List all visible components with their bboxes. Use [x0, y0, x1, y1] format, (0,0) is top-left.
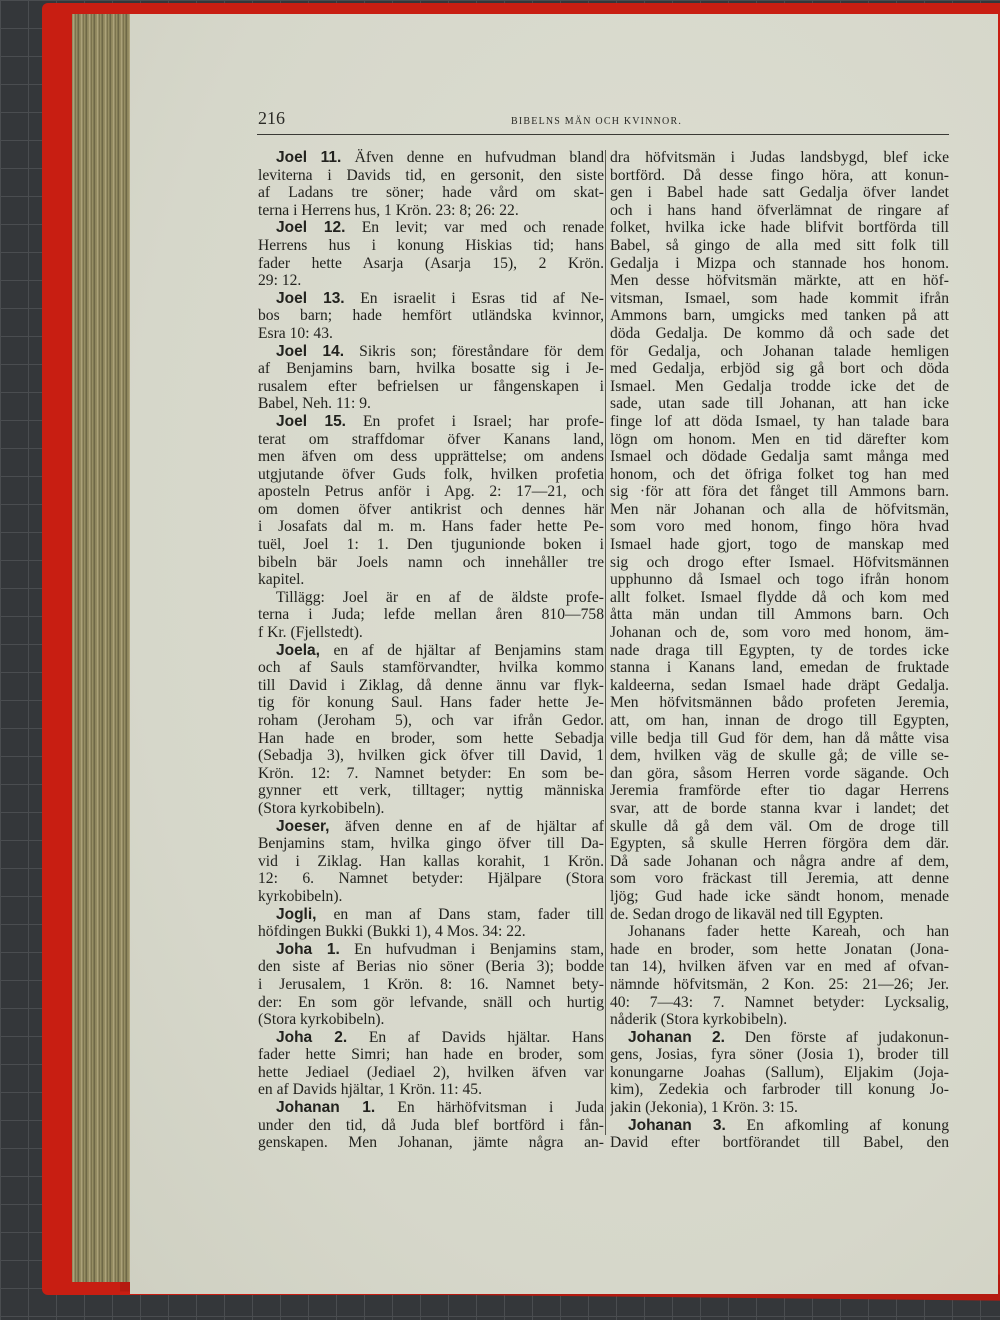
text-line	[610, 431, 949, 449]
line-text: (Stora kyrkobibeln).	[258, 799, 385, 817]
line-text: de. Sedan drogo de likaväl ned till Egypten.	[610, 905, 884, 923]
line-text: Herrens hus i konung Hiskias tid; hans	[258, 236, 604, 254]
text-line	[258, 255, 604, 273]
text-line	[610, 483, 949, 501]
line-text: äfven denne en af de hjältar af	[345, 817, 604, 835]
text-line	[610, 835, 949, 853]
line-text: leviterna i Davids tid, en gersonit, den siste	[258, 166, 604, 184]
text-line	[610, 554, 949, 572]
line-text: kyrkobibeln).	[258, 887, 343, 905]
line-text: sade, utan sade till Johanan, att han icke	[610, 395, 949, 413]
text-line	[610, 202, 949, 220]
text-line	[258, 818, 604, 836]
text-line	[610, 237, 949, 255]
line-text: Den förste af judakonun-	[744, 1028, 949, 1046]
entry-headword: Johanan 3.	[628, 1116, 726, 1134]
text-line	[258, 888, 604, 906]
entry-headword: Joel 11.	[276, 149, 342, 166]
text-line	[258, 343, 604, 361]
text-line	[258, 659, 604, 677]
line-text: dan göra, såsom Herren vorde sägande. Och	[610, 764, 949, 782]
text-line	[610, 606, 949, 624]
line-text: under den tid, då Juda blef bortförd i fån-	[258, 1116, 604, 1134]
text-line	[258, 870, 604, 888]
text-line	[610, 870, 949, 888]
entry-headword: Joela,	[276, 641, 320, 659]
text-line	[610, 677, 949, 695]
line-text: af Benjamins barn, hvilka bosatte sig i Je-	[258, 360, 604, 378]
text-line	[610, 800, 949, 818]
text-line	[610, 1081, 949, 1099]
text-line	[258, 765, 604, 783]
line-text: rusalem efter befrielsen ur fångenskapen i	[258, 377, 604, 395]
text-line	[258, 994, 604, 1012]
line-text: en man af Dans stam, fader till	[333, 905, 604, 923]
line-text: Tillägg: Joel är en af de äldste profe-	[276, 588, 604, 606]
line-text: Johanan och de, som voro med honom, äm-	[610, 624, 949, 642]
line-text: höfdingen Bukki (Bukki 1), 4 Mos. 34: 22.	[258, 923, 526, 941]
text-line	[610, 343, 949, 361]
line-text: stanna i Kanans land, emedan de fruktade	[610, 659, 949, 677]
line-text: tuël, Joel 1: 1. Den tjugunionde boken i	[258, 536, 604, 554]
text-line	[610, 818, 949, 836]
line-text: aposteln Petrus anför i Apg. 2: 17—21, och	[258, 483, 604, 501]
entry-jogli	[258, 906, 604, 941]
line-text: Men höfvitsmännen bådo profeten Jeremia,	[610, 694, 949, 712]
text-line	[258, 1117, 604, 1135]
line-text: vid i Ziklag. Han kallas korahit, 1 Krön.	[258, 852, 604, 870]
line-text: f Kr. (Fjellstedt).	[258, 624, 363, 642]
text-line	[258, 501, 604, 519]
text-line	[610, 325, 949, 343]
line-text: kapitel.	[258, 571, 305, 589]
line-text: (Stora kyrkobibeln).	[258, 1011, 385, 1029]
line-text: terat om straffdomar öfver Kanans land,	[258, 430, 604, 448]
line-text: i Josafats dal m. m. Hans fader hette Pe-	[258, 518, 604, 536]
text-line	[258, 518, 604, 536]
text-line	[610, 290, 949, 308]
text-line	[258, 694, 604, 712]
line-text: lögn om honom. Men en tid därefter kom	[610, 430, 949, 448]
entry-headword: Johanan 2.	[628, 1028, 725, 1046]
line-text: En israelit i Esras tid af Ne-	[360, 289, 604, 307]
line-text: af Ladans tre söner; hade vård om skat-	[258, 184, 604, 202]
text-line	[610, 1046, 949, 1064]
line-text: gynner ett verk, tilltager; nyttig människa	[258, 782, 604, 800]
entry-headword: Joel 12.	[276, 219, 346, 237]
line-text: En härhöfvitsman i Juda	[397, 1099, 604, 1117]
text-line	[258, 677, 604, 695]
line-text: nade draga till Egypten, ty de tordes icke	[610, 641, 949, 659]
line-text: och af Sauls stamförvandter, hvilka kommo	[258, 659, 604, 677]
text-line	[610, 571, 949, 589]
line-text: En profet i Israel; har profe-	[363, 412, 604, 430]
line-text: tig för konung Saul. Hans fader hette Je-	[258, 694, 604, 712]
line-text: (Sebadja 3), hvilken gick öfver till David, 1	[258, 747, 604, 765]
text-line	[258, 237, 604, 255]
text-line	[258, 853, 604, 871]
paragraph	[610, 149, 949, 923]
running-title: BIBELNS MÄN OCH KVINNOR.	[511, 116, 683, 127]
line-text: Men desse höfvitsmän märkte, att en höf-	[610, 272, 949, 290]
line-text: som voro fräckast till Jeremia, att denne	[610, 870, 949, 888]
entry-headword: Joeser,	[276, 817, 330, 835]
line-text: allt folket. Ismael flydde då och kom med	[610, 588, 949, 606]
text-column-right	[610, 149, 949, 1152]
text-line	[258, 958, 604, 976]
page-stack	[72, 14, 130, 1282]
line-text: Babel, Neh. 11: 9.	[258, 395, 371, 413]
text-line	[610, 694, 949, 712]
text-line	[258, 413, 604, 431]
line-text: jakin (Jekonia), 1 Krön. 3: 15.	[610, 1099, 798, 1117]
entry-joha-1	[258, 941, 604, 1029]
column-divider	[605, 150, 606, 1135]
line-text: den siste af Berias nio söner (Beria 3); bodde	[258, 958, 604, 976]
text-column-left	[258, 149, 604, 1152]
text-line	[258, 1011, 604, 1029]
line-text: En afkomling af konung	[746, 1116, 949, 1134]
line-text: der: En som gör lefvande, snäll och hurtig	[258, 993, 604, 1011]
line-text: ville bedja till Gud för dem, han då måtte visa	[610, 729, 949, 747]
entry-headword: Joha 2.	[276, 1028, 348, 1046]
line-text: för Gedalja, och Johanan talade hemligen	[610, 342, 949, 360]
line-text: finge lof att döda Ismael, ty han talade bara	[610, 412, 949, 430]
line-text: gens, Josias, fyra söner (Josia 1), broder till	[610, 1046, 949, 1064]
page-number: 216	[258, 108, 285, 128]
text-line	[610, 906, 949, 924]
text-line	[258, 589, 604, 607]
text-line	[610, 219, 949, 237]
text-line	[258, 149, 604, 167]
line-text: Äfven denne en hufvudman bland	[354, 149, 604, 166]
text-line	[258, 536, 604, 554]
text-line	[258, 835, 604, 853]
line-text: Egypten, så skulle Herren förgöra dem där.	[610, 835, 949, 853]
text-line	[610, 378, 949, 396]
entry-joel-15	[258, 413, 604, 589]
text-line	[610, 395, 949, 413]
text-line	[258, 483, 604, 501]
line-text: gen i Babel hade satt Gedalja öfver landet	[610, 184, 949, 202]
text-line	[610, 589, 949, 607]
line-text: med Gedalja, erbjöd sig gå bort och döda	[610, 360, 949, 378]
text-line	[610, 1134, 949, 1152]
line-text: Gedalja i Mizpa och stannade hos honom.	[610, 254, 949, 272]
line-text: hade en broder, som hette Jonatan (Jona-	[610, 940, 949, 958]
line-text: hette Jediael (Jediael 2), hvilken äfven var	[258, 1063, 604, 1081]
line-text: Jeremia framförde efter tio dagar Herrens	[610, 782, 949, 800]
line-text: Krön. 12: 7. Namnet betyder: En som be-	[258, 764, 604, 782]
line-text: roham (Jeroham 5), och var ifrån Gedor.	[258, 712, 604, 729]
entry-joel-11	[258, 149, 604, 219]
line-text: fader hette Simri; han hade en broder, som	[258, 1046, 604, 1064]
text-line	[610, 518, 949, 536]
text-line	[258, 624, 604, 642]
line-text: folket, hvilka icke hade blifvit bortförda till	[610, 219, 949, 237]
text-line	[258, 431, 604, 449]
entry-johanan-1	[258, 1099, 604, 1152]
line-text: nämnde höfvitsmän, 2 Kon. 25: 21—26; Jer.	[610, 975, 949, 993]
text-line	[610, 782, 949, 800]
line-text: bibeln bär Joels namn och innehåller tre	[258, 553, 604, 571]
line-text: David efter bortförandet till Babel, den	[610, 1134, 949, 1152]
entry-joel-12	[258, 219, 604, 289]
text-line	[610, 272, 949, 290]
text-line	[258, 1099, 604, 1117]
text-line	[258, 290, 604, 308]
line-text: en af Davids hjältar, 1 Krön. 11: 45.	[258, 1081, 482, 1099]
line-text: en af de hjältar af Benjamins stam	[333, 641, 604, 659]
line-text: konungarne Joahas (Sallum), Eljakim (Joja-	[610, 1063, 949, 1081]
line-text: 29: 12.	[258, 272, 302, 290]
line-text: genskapen. Men Johanan, jämte några an-	[258, 1134, 604, 1152]
text-line	[258, 782, 604, 800]
line-text: En af Davids hjältar. Hans	[368, 1028, 604, 1046]
text-line	[258, 395, 604, 413]
text-line	[258, 360, 604, 378]
line-text: Johanans fader hette Kareah, och han	[628, 923, 949, 941]
text-line	[610, 1011, 949, 1029]
text-line	[258, 272, 604, 290]
line-text: att, om han, innan de drogo till Egypten,	[610, 712, 949, 729]
text-line	[610, 466, 949, 484]
text-line	[258, 1029, 604, 1047]
text-line	[610, 712, 949, 730]
text-line	[610, 149, 949, 167]
text-line	[258, 378, 604, 396]
line-text: honom, och det öfriga folket tog han med	[610, 465, 949, 483]
text-line	[610, 747, 949, 765]
line-text: terna i Herrens hus, 1 Krön. 23: 8; 26: 22.	[258, 201, 519, 219]
line-text: upphunno då Ismael och togo ifrån honom	[610, 571, 949, 589]
line-text: 40: 7—43: 7. Namnet betyder: Lycksalig,	[610, 993, 949, 1011]
text-line	[258, 906, 604, 924]
line-text: döda Gedalja. De kommo då och sade det	[610, 324, 949, 342]
entry-headword: Johanan 1.	[276, 1099, 376, 1117]
line-text: som voro med honom, fingo höra hvad	[610, 518, 949, 536]
entry-headword: Joel 14.	[276, 342, 345, 360]
line-text: 12: 6. Namnet betyder: Hjälpare (Stora	[258, 870, 604, 888]
text-line	[258, 571, 604, 589]
line-text: Ismael. Men Gedalja trodde icke det de	[610, 377, 949, 395]
text-line	[610, 1029, 949, 1047]
text-line	[610, 307, 949, 325]
line-text: bortförd. Då desse fingo höra, att konun-	[610, 166, 949, 184]
entry-headword: Jogli,	[276, 905, 317, 923]
text-line	[258, 747, 604, 765]
text-line	[258, 923, 604, 941]
text-line	[258, 941, 604, 959]
text-line	[610, 994, 949, 1012]
text-line	[258, 1046, 604, 1064]
line-text: utgjutande öfver Guds folk, hvilken profetia	[258, 465, 604, 483]
line-text: men äfven om dess upprättelse; om andens	[258, 448, 604, 466]
entry-joha-2	[258, 1029, 604, 1099]
text-line	[258, 1134, 604, 1152]
line-text: sig och drogo efter Ismael. Höfvitsmännen	[610, 553, 949, 571]
line-text: ljög; Gud hade icke sändt honom, menade	[610, 887, 949, 905]
line-text: om domen öfver antikrist och dennes här	[258, 500, 604, 518]
line-text: Ismael och dödade Gedalja samt många med	[610, 448, 949, 466]
text-line	[258, 800, 604, 818]
text-line	[610, 853, 949, 871]
text-line	[610, 536, 949, 554]
text-line	[610, 1064, 949, 1082]
line-text: kim), Zedekia och farbroder till konung Jo-	[610, 1081, 949, 1099]
page-header	[257, 108, 949, 135]
text-line	[610, 765, 949, 783]
text-line	[258, 466, 604, 484]
text-line	[258, 219, 604, 237]
paragraph	[610, 923, 949, 1029]
text-line	[610, 624, 949, 642]
text-line	[258, 448, 604, 466]
line-text: Då sade Johanan och några andre af dem,	[610, 852, 949, 870]
text-line	[610, 659, 949, 677]
entry-headword: Joha 1.	[276, 940, 340, 958]
line-text: fader hette Asarja (Asarja 15), 2 Krön.	[258, 254, 604, 272]
text-line	[258, 976, 604, 994]
entry-headword: Joel 13.	[276, 289, 345, 307]
line-text: Ismael hade gjort, togo de manskap med	[610, 536, 949, 554]
line-text: kaldeerna, sedan Ismael hade dräpt Gedalja.	[610, 676, 949, 694]
line-text: En hufvudman i Benjamins stam,	[354, 940, 604, 958]
line-text: sig ·för att föra det fånget till Ammons barn.	[610, 483, 949, 501]
line-text: Benjamins stam, hvilka gingo öfver till Da-	[258, 835, 604, 853]
text-line	[610, 1117, 949, 1135]
entry-headword: Joel 15.	[276, 412, 346, 430]
line-text: vitsman, Ismael, som hade kommit ifrån	[610, 289, 949, 307]
entry-joela	[258, 642, 604, 818]
text-line	[258, 1064, 604, 1082]
text-line	[610, 167, 949, 185]
text-line	[258, 554, 604, 572]
text-line	[610, 255, 949, 273]
entry-johanan-2	[610, 1029, 949, 1117]
line-text: Babel, så gingo de alla med sitt folk till	[610, 236, 949, 254]
line-text: åtta män undan till Ammons barn. Och	[610, 606, 949, 624]
text-line	[258, 307, 604, 325]
line-text: Men när Johanan och alla de höfvitsmän,	[610, 500, 949, 518]
text-line	[258, 1081, 604, 1099]
text-line	[258, 642, 604, 660]
text-line	[610, 413, 949, 431]
text-line	[610, 923, 949, 941]
line-text: terna i Juda; lefde mellan åren 810—758	[258, 606, 604, 624]
text-line	[258, 167, 604, 185]
line-text: skulle då gå dem väl. Om de droge till	[610, 817, 949, 835]
text-line	[258, 606, 604, 624]
line-text: i Jerusalem, 1 Krön. 8: 16. Namnet bety-	[258, 975, 604, 993]
line-text: Sikris son; föreståndare för dem	[359, 342, 604, 360]
line-text: tan 14), hvilken äfven var en med af ofvan-	[610, 958, 949, 976]
line-text: Han hade en broder, som hette Sebadja	[258, 729, 604, 747]
text-line	[610, 642, 949, 660]
entry-joel-14	[258, 343, 604, 413]
text-line	[610, 501, 949, 519]
line-text: bos barn; hade hemfört utländska kvinnor,	[258, 307, 604, 325]
text-line	[610, 360, 949, 378]
line-text: till David i Ziklag, då denne ännu var flyk-	[258, 676, 604, 694]
text-line	[610, 888, 949, 906]
line-text: och i hans hand öfverlämnat de ringare af	[610, 201, 949, 219]
text-line	[610, 1099, 949, 1117]
text-line	[258, 184, 604, 202]
line-text: Ammons barn, umgicks med tanken på att	[610, 307, 949, 325]
entry-joeser	[258, 818, 604, 906]
text-line	[258, 730, 604, 748]
line-text: dra höfvitsmän i Judas landsbygd, blef icke	[610, 149, 949, 166]
text-line	[610, 730, 949, 748]
text-line	[610, 448, 949, 466]
text-line	[258, 325, 604, 343]
text-line	[610, 976, 949, 994]
line-text: En levit; var med och renade	[361, 219, 604, 237]
line-text: dem, hvilken väg de skulle gå; de ville se-	[610, 747, 949, 765]
line-text: nåderik (Stora kyrkobibeln).	[610, 1011, 788, 1029]
text-line	[258, 712, 604, 730]
text-line	[610, 184, 949, 202]
paragraph	[258, 589, 604, 642]
text-line	[610, 941, 949, 959]
text-line	[610, 958, 949, 976]
entry-johanan-3	[610, 1117, 949, 1152]
line-text: Esra 10: 43.	[258, 324, 333, 342]
text-line	[258, 202, 604, 220]
entry-joel-13	[258, 290, 604, 343]
line-text: svar, att de borde stanna kvar i landet; det	[610, 799, 949, 817]
